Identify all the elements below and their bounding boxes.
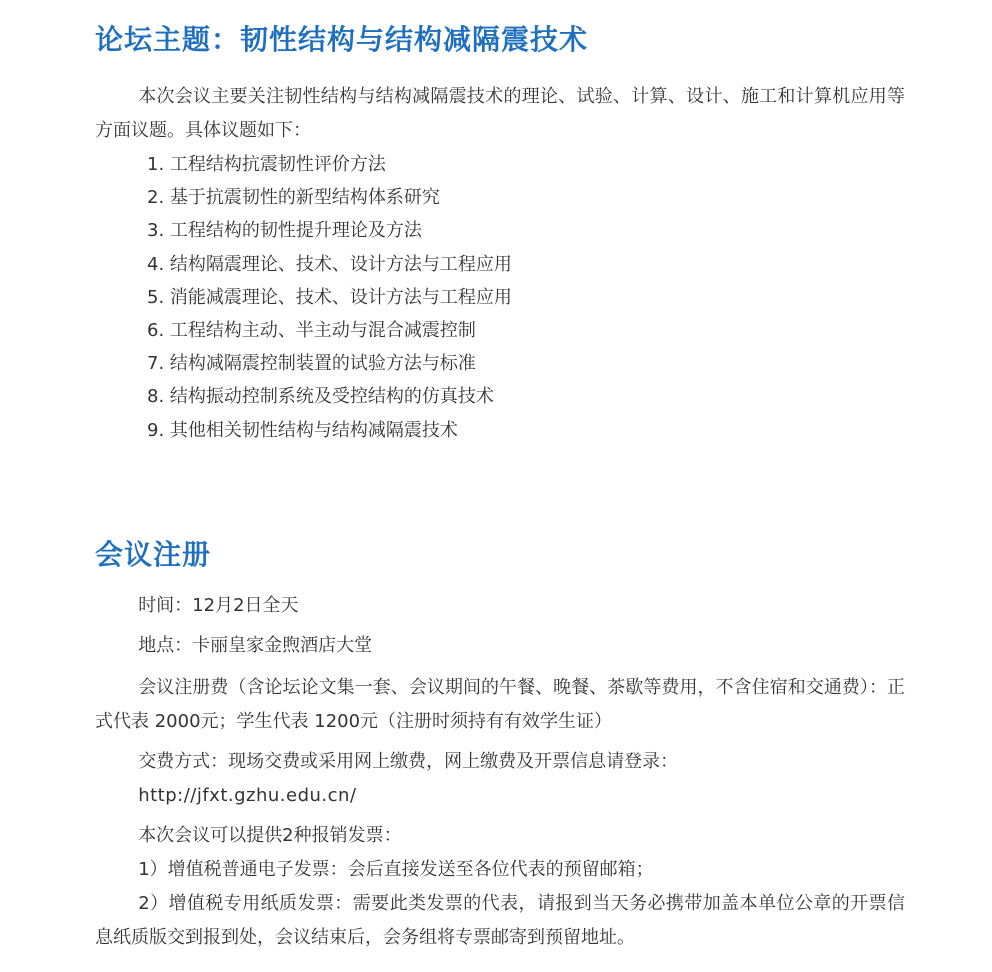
forum-intro: 本次会议主要关注韧性结构与结构减隔震技术的理论、试验、计算、设计、施工和计算机应用等方面议题。具体议题如下： (95, 86, 905, 141)
invoice-option-2: 2）增值税专用纸质发票：需要此类发票的代表，请报到当天务必携带加盖本单位公章的开票信息纸质版交到报到处，会议结束后，会务组将专票邮寄到预留地址。 (95, 893, 905, 948)
topic-item: 6. 工程结构主动、半主动与混合减震控制 (147, 319, 476, 341)
forum-section (95, 22, 905, 447)
registration-time: 时间：12月2日全天 (138, 595, 299, 616)
payment-url-link[interactable]: http://jfxt.gzhu.edu.cn/ (138, 785, 357, 806)
registration-title: 会议注册 (95, 538, 212, 571)
forum-title: 论坛主题：韧性结构与结构减隔震技术 (95, 23, 589, 56)
invoice-intro: 本次会议可以提供2种报销发票： (138, 825, 402, 846)
registration-section (95, 537, 905, 955)
topic-item: 5. 消能减震理论、技术、设计方法与工程应用 (147, 286, 512, 308)
registration-payment: 交费方式：现场交费或采用网上缴费，网上缴费及开票信息请登录： (138, 751, 679, 772)
registration-fee: 会议注册费（含论坛论文集一套、会议期间的午餐、晚餐、茶歇等费用，不含住宿和交通费）：正式代表 2000元；学生代表 1200元（注册时须持有有效学生证） (95, 677, 905, 732)
topic-item: 3. 工程结构的韧性提升理论及方法 (147, 220, 422, 242)
topic-item: 7. 结构减隔震控制装置的试验方法与标准 (147, 353, 476, 375)
topic-item: 9. 其他相关韧性结构与结构减隔震技术 (147, 419, 458, 441)
topic-item: 8. 结构振动控制系统及受控结构的仿真技术 (147, 386, 494, 408)
topic-item: 4. 结构隔震理论、技术、设计方法与工程应用 (147, 253, 512, 275)
topic-item: 2. 基于抗震韧性的新型结构体系研究 (147, 187, 440, 209)
registration-location: 地点：卡丽皇家金煦酒店大堂 (138, 635, 373, 656)
topic-item: 1. 工程结构抗震韧性评价方法 (147, 154, 386, 175)
invoice-option-1: 1）增值税普通电子发票：会后直接发送至各位代表的预留邮箱； (138, 859, 654, 880)
topic-list (95, 148, 905, 447)
